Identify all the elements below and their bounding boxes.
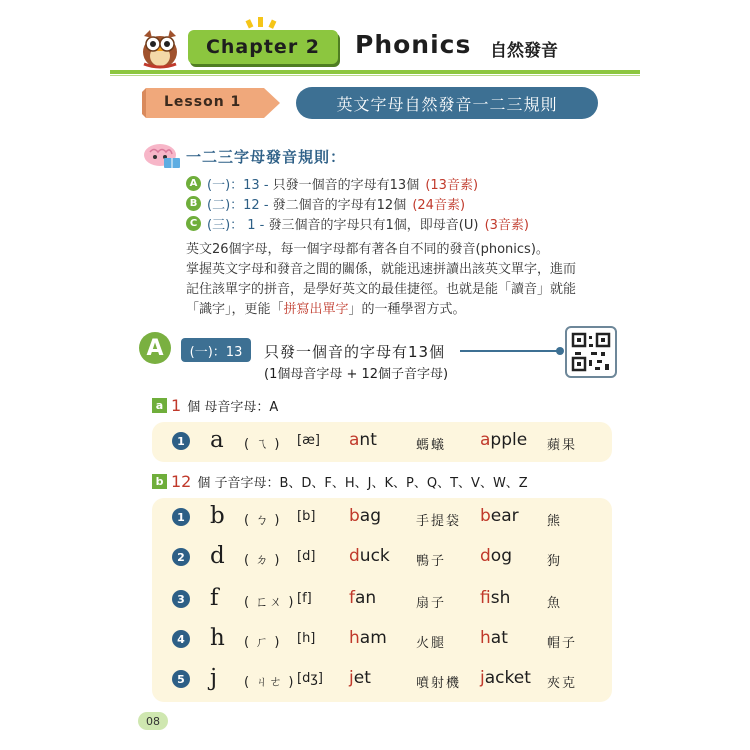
word-rest: am (359, 628, 387, 648)
vowel-count: 1 (171, 396, 182, 415)
vowel-label (152, 396, 278, 415)
letter-row (152, 662, 612, 698)
word-first-letter: h (349, 628, 360, 648)
example-word-1 (349, 628, 387, 648)
rule-desc: 發二個音的字母有12個 (272, 198, 407, 213)
rule-desc: 只發一個音的字母有13個 (272, 178, 420, 193)
rule-label: (一)：13 - (207, 178, 269, 193)
word-first-letter: a (480, 430, 491, 450)
row-zhuyin: ( ㄉ ) (244, 553, 281, 568)
word-first-letter: b (480, 506, 491, 526)
section-a-title: 只發一個音的字母有13個 (264, 343, 446, 361)
rule-item (186, 194, 465, 213)
example-meaning-2: 蘋果 (547, 438, 578, 453)
row-zhuyin: ( ㄟ ) (244, 437, 281, 452)
lesson-label: Lesson 1 (164, 94, 242, 110)
word-first-letter: d (349, 546, 360, 566)
lesson-tag (142, 88, 282, 118)
word-first-letter: a (349, 430, 360, 450)
example-word-2 (480, 546, 512, 566)
example-meaning-1: 鴨子 (416, 554, 447, 569)
paragraph-text: 「識字」，更能「 (186, 302, 284, 317)
row-ipa: [æ] (297, 433, 320, 448)
row-ipa: [b] (297, 509, 316, 524)
example-meaning-2: 熊 (547, 514, 563, 529)
word-first-letter: j (480, 668, 485, 688)
sparkle-icon (244, 16, 278, 30)
example-word-2 (480, 628, 508, 648)
word-first-letter: j (349, 668, 354, 688)
row-index: 1 (172, 432, 190, 450)
chapter-subtitle: 自然發音 (490, 41, 558, 61)
row-ipa: [f] (297, 591, 312, 606)
word-rest: nt (359, 430, 377, 450)
row-letter: j (210, 665, 218, 691)
example-word-1 (349, 546, 390, 566)
rules-heading: 一二三字母發音規則： (186, 148, 347, 166)
row-index: 5 (172, 670, 190, 688)
row-letter: d (210, 543, 225, 569)
example-word-1 (349, 588, 376, 608)
paragraph-line: 英文26個字母，每一個字母都有著各自不同的發音(phonics)。 (186, 242, 549, 257)
example-word-1 (349, 506, 381, 526)
word-rest: pple (490, 430, 528, 450)
consonant-count: 12 (171, 472, 192, 491)
row-index: 4 (172, 630, 190, 648)
word-first-letter: f (480, 588, 491, 608)
example-meaning-1: 手提袋 (416, 514, 462, 529)
rule-badge: B (186, 196, 201, 211)
section-a-badge: A (139, 332, 171, 364)
paragraph-line: 記住該單字的拼音，是學好英文的最佳捷徑。也就是能「讀音」就能 (186, 282, 577, 297)
example-meaning-2: 帽子 (547, 636, 578, 651)
row-index: 2 (172, 548, 190, 566)
connector-line (460, 350, 560, 352)
example-word-2 (480, 430, 527, 450)
letter-row (152, 424, 612, 460)
word-first-letter: h (480, 628, 491, 648)
word-first-letter: b (349, 506, 360, 526)
example-word-1 (349, 668, 371, 688)
section-a-subtitle: (1個母音字母 + 12個子音字母) (264, 367, 449, 382)
row-index: 3 (172, 590, 190, 608)
intro-paragraph (186, 240, 606, 320)
letter-row (152, 622, 612, 658)
word-first-letter: f (349, 588, 355, 608)
lesson-title: 英文字母自然發音一二三規則 (336, 94, 558, 114)
word-rest: at (490, 628, 508, 648)
example-word-2 (480, 588, 510, 608)
chapter-tag (188, 30, 338, 64)
row-letter: h (210, 625, 225, 651)
consonant-badge: b (152, 474, 167, 489)
word-rest: ish (490, 588, 511, 608)
paragraph-emphasis: 拼寫出單字 (283, 302, 349, 317)
rule-badge: A (186, 176, 201, 191)
word-rest: et (353, 668, 371, 688)
letter-row (152, 500, 612, 536)
vowel-label-text: 個 母音字母：A (187, 400, 279, 415)
row-ipa: [dʒ] (297, 671, 323, 686)
chapter-label: Chapter 2 (205, 36, 321, 58)
rule-item (186, 174, 478, 193)
connector-dot (556, 347, 564, 355)
word-rest: ear (490, 506, 519, 526)
example-meaning-1: 螞蟻 (416, 438, 447, 453)
letter-row (152, 582, 612, 618)
consonant-label-text: 個 子音字母：B、D、F、H、J、K、P、Q、T、V、W、Z (197, 476, 528, 491)
consonant-label (152, 472, 528, 491)
lesson-title-bar (296, 87, 598, 119)
section-a-tag: (一)：13 (181, 338, 251, 362)
paragraph-text: 」的一種學習方式。 (348, 302, 466, 317)
row-zhuyin: ( ㄏ ) (244, 635, 281, 650)
example-word-2 (480, 668, 531, 688)
word-first-letter: d (480, 546, 491, 566)
example-meaning-2: 夾克 (547, 676, 578, 691)
rule-count: (24音素) (412, 198, 466, 213)
page-number: 08 (138, 712, 168, 730)
chapter-title: Phonics (355, 30, 472, 59)
example-word-2 (480, 506, 519, 526)
row-letter: a (210, 427, 224, 453)
rule-count: (13音素) (425, 178, 479, 193)
qr-code-icon[interactable] (565, 326, 617, 378)
example-meaning-1: 火腿 (416, 636, 447, 651)
owl-mascot-icon (138, 24, 182, 70)
example-meaning-1: 扇子 (416, 596, 447, 611)
rule-item (186, 214, 529, 233)
rule-label: (二)：12 - (207, 198, 269, 213)
word-rest: og (490, 546, 512, 566)
example-word-1 (349, 430, 377, 450)
rule-label: (三)： 1 - (207, 218, 265, 233)
row-index: 1 (172, 508, 190, 526)
brain-icon (140, 142, 182, 170)
paragraph-line (186, 300, 606, 320)
consonant-card (152, 498, 612, 702)
word-rest: an (355, 588, 377, 608)
row-letter: b (210, 503, 225, 529)
row-letter: f (210, 585, 219, 611)
row-zhuyin: ( ㄈㄨ ) (244, 595, 295, 610)
example-meaning-2: 狗 (547, 554, 563, 569)
example-meaning-1: 噴射機 (416, 676, 462, 691)
vowel-badge: a (152, 398, 167, 413)
rule-badge: C (186, 216, 201, 231)
letter-row (152, 540, 612, 576)
row-ipa: [d] (297, 549, 316, 564)
paragraph-line: 掌握英文字母和發音之間的關係，就能迅速拼讀出該英文單字，進而 (186, 262, 577, 277)
word-rest: acket (484, 668, 531, 688)
vowel-card (152, 422, 612, 462)
word-rest: ag (359, 506, 382, 526)
row-zhuyin: ( ㄐㄜ ) (244, 675, 295, 690)
header-divider-thin (110, 75, 640, 76)
row-ipa: [h] (297, 631, 316, 646)
row-zhuyin: ( ㄅ ) (244, 513, 281, 528)
header-divider (110, 70, 640, 74)
word-rest: uck (359, 546, 390, 566)
rule-desc: 發三個音的字母只有1個，即母音(U) (268, 218, 479, 233)
example-meaning-2: 魚 (547, 596, 563, 611)
rule-count: (3音素) (484, 218, 530, 233)
